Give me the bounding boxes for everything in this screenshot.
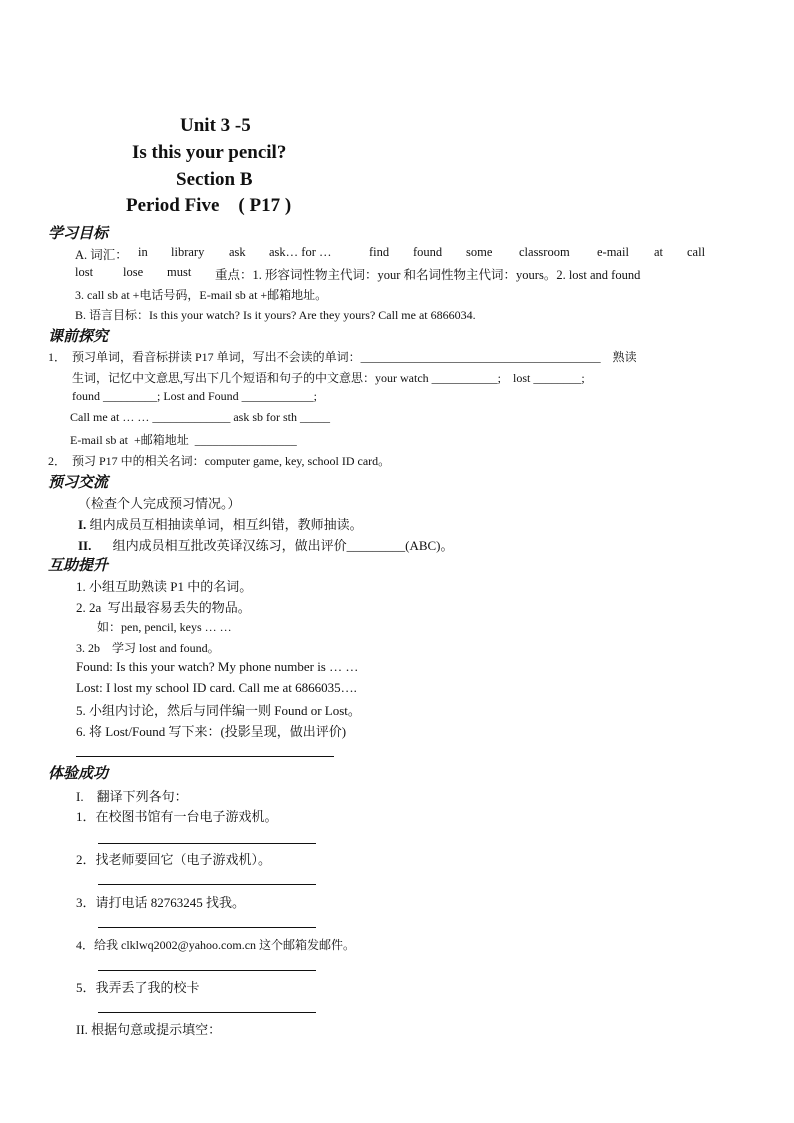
translate-sentence: 1．在校图书馆有一台电子游戏机。 bbox=[76, 809, 278, 824]
period-title: Period Five ( P17 ) bbox=[126, 195, 292, 216]
roman-label: I. bbox=[78, 517, 87, 532]
vocab-word: library bbox=[171, 245, 205, 259]
improve-example: 如：pen, pencil, keys … … bbox=[97, 620, 232, 634]
translate-sentence: 5．我弄丢了我的校卡 bbox=[76, 980, 200, 995]
exchange-text: 组内成员互相抽读单词，相互纠错，教师抽读。 bbox=[89, 517, 363, 532]
vocab-word: lose bbox=[123, 265, 144, 279]
vocab-line bbox=[75, 245, 755, 261]
success-heading: 体验成功 bbox=[48, 766, 109, 782]
preview-item-1-cont: E-mail sb at +邮箱地址 _________________ bbox=[70, 433, 297, 447]
answer-line[interactable] bbox=[98, 970, 316, 971]
exchange-item-1 bbox=[78, 514, 363, 533]
translate-sentence: 4．给我 clklwq2002@yahoo.com.cn 这个邮箱发邮件。 bbox=[76, 938, 356, 952]
vocab-word: must bbox=[167, 265, 192, 279]
translate-instruction: I. 翻译下列各句： bbox=[76, 789, 188, 804]
goals-heading: 学习目标 bbox=[48, 226, 109, 242]
exchange-item-2 bbox=[78, 535, 454, 554]
improve-item: 2. 2a 写出最容易丢失的物品。 bbox=[76, 600, 251, 615]
preview-item-1: 1． 预习单词，看音标拼读 P17 单词，写出不会读的单词：________________________________________ 熟读 bbox=[48, 350, 637, 364]
exchange-note: （检查个人完成预习情况。） bbox=[78, 496, 241, 511]
improve-item: 5. 小组内讨论，然后与同伴编一则 Found or Lost。 bbox=[76, 703, 361, 718]
exchange-text: 组内成员相互批改英译汉练习，做出评价_________(ABC)。 bbox=[112, 538, 454, 553]
preview-item-1-cont: found _________; Lost and Found ____________; bbox=[72, 389, 317, 403]
improve-heading: 互助提升 bbox=[48, 558, 109, 574]
vocab-label: A. 词汇： bbox=[75, 248, 128, 262]
found-example: Found: Is this your watch? My phone number is … … bbox=[76, 659, 359, 674]
goals-line-2 bbox=[75, 265, 755, 281]
vocab-word: in bbox=[138, 245, 148, 259]
section-title: Section B bbox=[176, 169, 253, 190]
answer-line[interactable] bbox=[98, 1012, 316, 1013]
preview-item-1-cont: Call me at … … _____________ ask sb for sth _____ bbox=[70, 410, 330, 424]
vocab-word: lost bbox=[75, 265, 94, 279]
preview-item-2: 2． 预习 P17 中的相关名词：computer game, key, school ID card。 bbox=[48, 454, 391, 468]
vocab-word: e-mail bbox=[597, 245, 629, 259]
answer-line[interactable] bbox=[76, 756, 334, 757]
vocab-word: classroom bbox=[519, 245, 570, 259]
vocab-word: found bbox=[413, 245, 443, 259]
answer-line[interactable] bbox=[98, 927, 316, 928]
vocab-word: find bbox=[369, 245, 390, 259]
translate-sentence: 2．找老师要回它（电子游戏机）。 bbox=[76, 852, 272, 867]
key-points: 重点：1. 形容词性物主代词：your 和名词性物主代词：yours。2. lost and found bbox=[215, 268, 641, 282]
answer-line[interactable] bbox=[98, 884, 316, 885]
vocab-word: ask bbox=[229, 245, 246, 259]
unit-title: Unit 3 -5 bbox=[180, 115, 251, 136]
vocab-word: at bbox=[654, 245, 664, 259]
preview-heading: 课前探究 bbox=[48, 329, 109, 345]
improve-item: 3. 2b 学习 lost and found。 bbox=[76, 641, 220, 655]
exchange-heading: 预习交流 bbox=[48, 475, 109, 491]
vocab-word: call bbox=[687, 245, 706, 259]
vocab-word: some bbox=[466, 245, 493, 259]
translate-sentence: 3．请打电话 82763245 找我。 bbox=[76, 895, 246, 910]
improve-item: 1. 小组互助熟读 P1 中的名词。 bbox=[76, 579, 253, 594]
goals-line-3: 3. call sb at +电话号码，E-mail sb at +邮箱地址。 bbox=[75, 288, 328, 302]
improve-item: 6. 将 Lost/Found 写下来：(投影呈现，做出评价) bbox=[76, 724, 347, 739]
preview-item-1-cont: 生词，记忆中文意思,写出下几个短语和句子的中文意思：your watch ___________; lost ________; bbox=[72, 371, 585, 385]
fill-instruction: II. 根据句意或提示填空： bbox=[76, 1022, 222, 1037]
language-goal: B. 语言目标：Is this your watch? Is it yours? Are they yours? Call me at 6866034. bbox=[75, 308, 476, 322]
lost-example: Lost: I lost my school ID card. Call me at 6866035…. bbox=[76, 680, 357, 695]
lesson-title: Is this your pencil? bbox=[132, 142, 287, 163]
vocab-word: ask… for … bbox=[269, 245, 332, 259]
answer-line[interactable] bbox=[98, 843, 316, 844]
roman-label: II. bbox=[78, 538, 92, 553]
